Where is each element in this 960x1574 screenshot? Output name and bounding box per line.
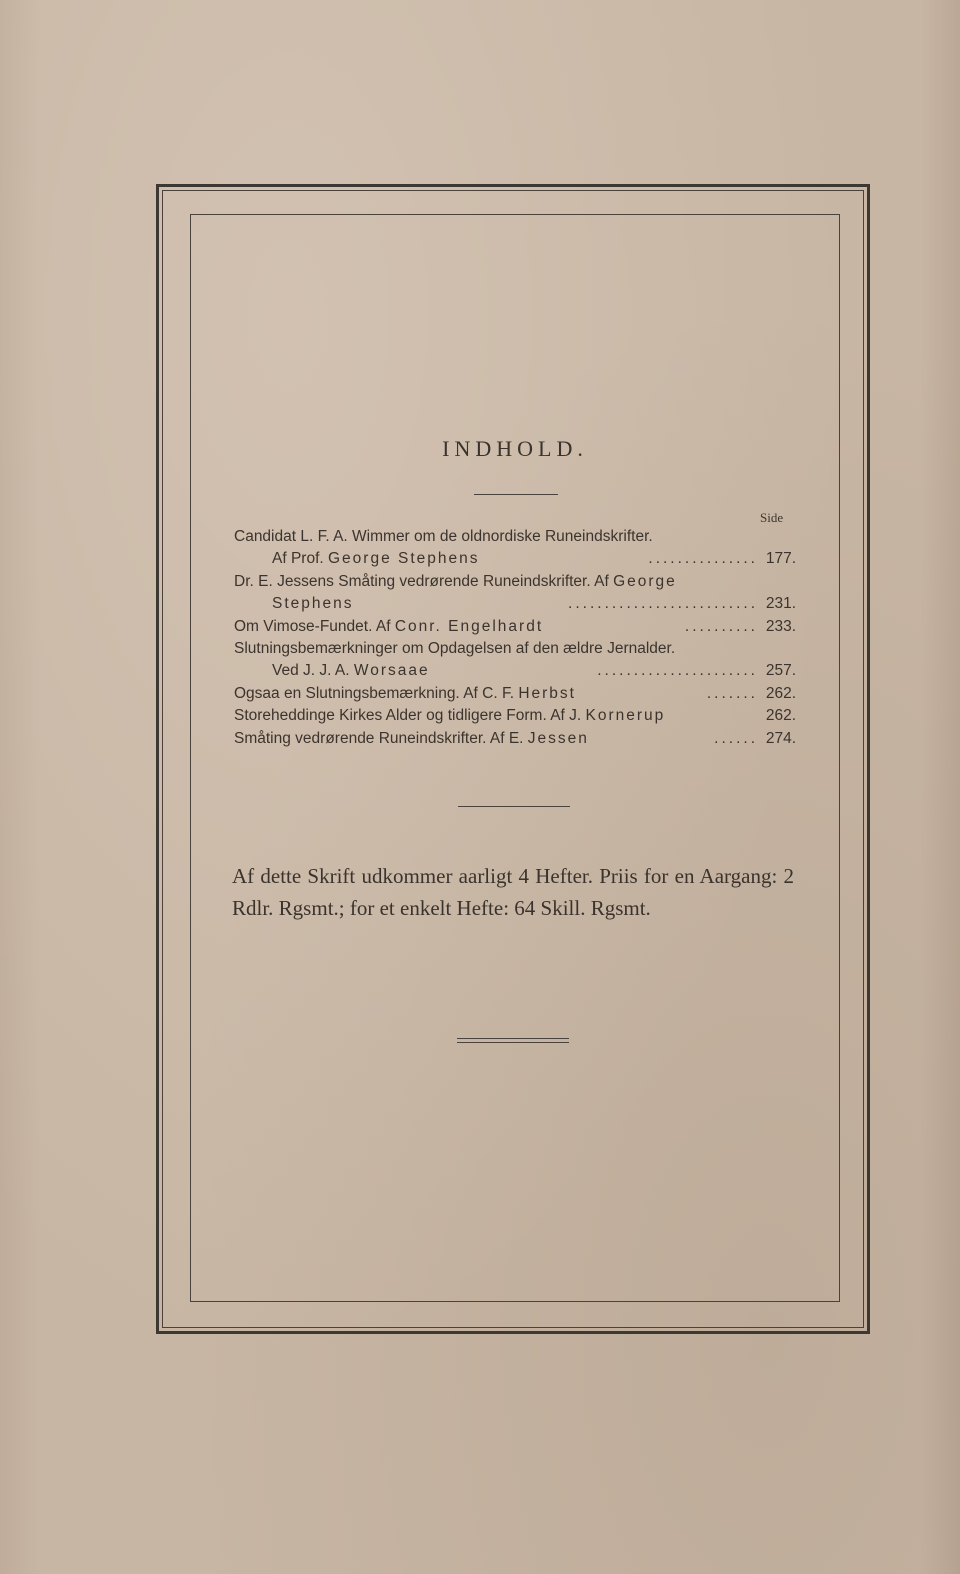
toc-text: Storeheddinge Kirkes Alder og tidligere Form. Af J. <box>234 707 586 725</box>
toc-text: Candidat L. F. A. Wimmer om de oldnordiske Runeindskrifter. <box>234 528 653 545</box>
section-rule <box>458 806 570 807</box>
toc-text: Ved J. J. A. <box>272 662 354 680</box>
toc-leader: ............... <box>648 550 758 568</box>
toc-line <box>234 683 800 705</box>
toc-author: Kornerup <box>585 707 666 725</box>
toc-page-number: 262. <box>765 684 796 702</box>
toc-author: Worsaae <box>353 662 430 680</box>
toc-page-number: 231. <box>765 595 796 613</box>
toc-leader: .......... <box>684 617 758 635</box>
closing-double-rule <box>457 1042 569 1043</box>
toc-author: Stephens <box>272 595 354 613</box>
toc-text: Dr. E. Jessens Småting vedrørende Runeindskrifter. Af <box>234 572 614 590</box>
toc-leader: ...... <box>714 729 758 747</box>
subscription-notice: Af dette Skrift udkommer aarligt 4 Hefter. Priis for en Aargang: 2 Rdlr. Rgsmt.; for et enkelt Hefte: 64 Skill. Rgsmt. <box>232 864 794 920</box>
closing-double-rule <box>457 1038 569 1039</box>
page-title: INDHOLD. <box>442 436 588 461</box>
toc-text: Ogsaa en Slutningsbemærkning. Af C. F. <box>234 684 519 702</box>
toc-text: Småting vedrørende Runeindskrifter. Af E. <box>234 729 528 747</box>
toc-text: Om Vimose-Fundet. Af <box>234 617 395 635</box>
toc-page-number: 257. <box>765 662 796 680</box>
table-of-contents <box>234 526 800 750</box>
inner-border <box>190 214 840 1302</box>
toc-author: Herbst <box>518 684 576 702</box>
toc-line <box>234 660 800 682</box>
toc-line <box>234 571 800 593</box>
toc-text: Slutningsbemærkninger om Opdagelsen af den ældre Jernalder. <box>234 639 676 657</box>
toc-line <box>234 705 800 727</box>
toc-leader: ....... <box>706 684 758 702</box>
toc-leader: ...................... <box>597 662 758 680</box>
toc-leader: .......................... <box>568 595 758 613</box>
toc-line <box>234 593 800 615</box>
toc-line <box>234 526 800 548</box>
toc-line <box>234 616 800 638</box>
toc-line <box>234 638 800 660</box>
toc-author: George Stephens <box>328 550 480 568</box>
toc-author: Jessen <box>527 729 589 747</box>
toc-page-number: 262. <box>765 707 796 725</box>
toc-line <box>234 728 800 750</box>
toc-page-number: 233. <box>765 617 796 635</box>
title-rule <box>474 494 558 495</box>
side-column-label: Side <box>760 510 784 525</box>
toc-line <box>234 548 800 570</box>
toc-page-number: 274. <box>765 729 796 747</box>
toc-author: George <box>613 572 677 590</box>
toc-text: Af Prof. <box>272 550 328 568</box>
toc-author: Conr. Engelhardt <box>394 617 544 635</box>
toc-page-number: 177. <box>765 550 796 568</box>
